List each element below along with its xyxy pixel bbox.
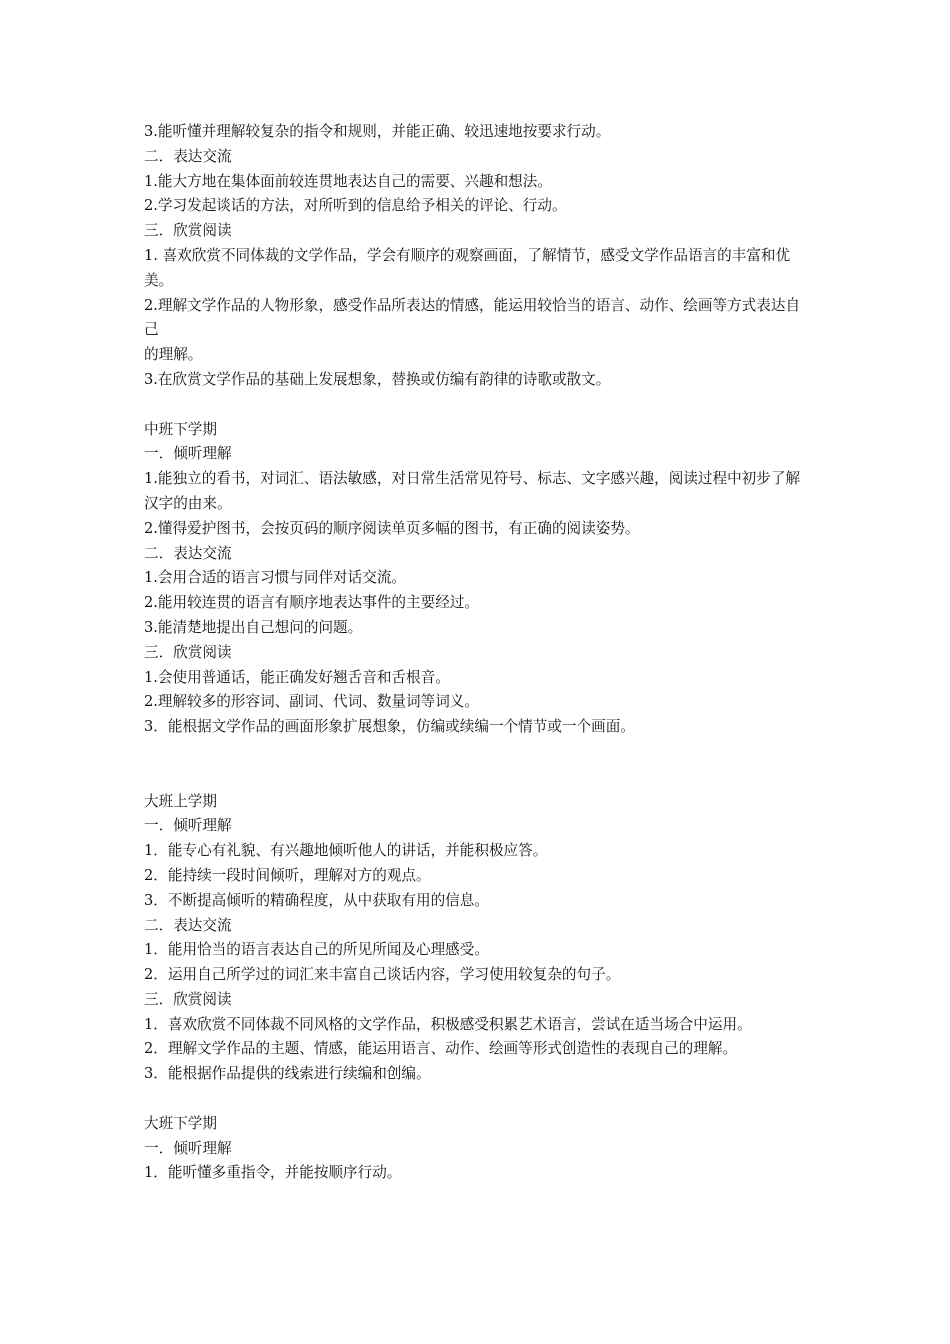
list-item: 1．能听懂多重指令，并能按顺序行动。 — [144, 1164, 402, 1182]
section-heading: 二．表达交流 — [144, 544, 232, 562]
section-heading: 三．欣赏阅读 — [144, 990, 232, 1008]
list-item: 1.会用合适的语言习惯与同伴对话交流。 — [144, 569, 407, 587]
term-heading: 大班上学期 — [144, 792, 217, 810]
list-item: 3．能根据文学作品的画面形象扩展想象，仿编或续编一个情节或一个画面。 — [144, 718, 635, 736]
section-heading: 一．倾听理解 — [144, 817, 232, 835]
list-item: 2．运用自己所学过的词汇来丰富自己谈话内容，学习使用较复杂的句子。 — [144, 966, 621, 984]
section-heading: 三．欣赏阅读 — [144, 643, 232, 661]
list-item: 1.会使用普通话，能正确发好翘舌音和舌根音。 — [144, 668, 450, 686]
list-item-continuation: 的理解。 — [144, 346, 203, 364]
list-item: 2.学习发起谈话的方法，对所听到的信息给予相关的评论、行动。 — [144, 197, 567, 215]
list-item: 3．不断提高倾听的精确程度，从中获取有用的信息。 — [144, 891, 489, 909]
term-heading: 中班下学期 — [144, 420, 217, 438]
list-item: 1. 喜欢欣赏不同体裁的文学作品，学会有顺序的观察画面，了解情节，感受文学作品语言的丰富和优美。 — [144, 246, 791, 289]
list-item: 2．理解文学作品的主题、情感，能运用语言、动作、绘画等形式创造性的表现自己的理解。 — [144, 1040, 738, 1058]
section-heading: 一．倾听理解 — [144, 1139, 232, 1157]
section-heading: 一．倾听理解 — [144, 445, 232, 463]
list-item: 3．能根据作品提供的线索进行续编和创编。 — [144, 1065, 431, 1083]
list-item: 1．喜欢欣赏不同体裁不同风格的文学作品，积极感受积累艺术语言，尝试在适当场合中运用。 — [144, 1015, 752, 1033]
term-heading: 大班下学期 — [144, 1114, 217, 1132]
list-item: 2.懂得爱护图书，会按页码的顺序阅读单页多幅的图书，有正确的阅读姿势。 — [144, 519, 640, 537]
list-item: 1.能独立的看书，对词汇、语法敏感，对日常生活常见符号、标志、文字感兴趣，阅读过程中初步了解汉字的由来。 — [144, 470, 801, 512]
section-heading: 二．表达交流 — [144, 147, 232, 165]
list-item: 3.能听懂并理解较复杂的指令和规则，并能正确、较迅速地按要求行动。 — [144, 123, 611, 140]
list-item: 2.理解文学作品的人物形象，感受作品所表达的情感，能运用较恰当的语言、动作、绘画等方式表达自己 — [144, 296, 801, 339]
list-item: 1．能用恰当的语言表达自己的所见所闻及心理感受。 — [144, 941, 489, 959]
list-item: 2．能持续一段时间倾听，理解对方的观点。 — [144, 866, 431, 884]
spacer — [144, 740, 810, 790]
list-item: 2.能用较连贯的语言有顺序地表达事件的主要经过。 — [144, 594, 479, 612]
list-item: 3.能清楚地提出自己想问的问题。 — [144, 618, 363, 636]
section-heading: 三．欣赏阅读 — [144, 222, 232, 240]
document-body — [144, 120, 810, 1186]
list-item: 2.理解较多的形容词、副词、代词、数量词等词义。 — [144, 693, 479, 711]
list-item: 1.能大方地在集体面前较连贯地表达自己的需要、兴趣和想法。 — [144, 172, 552, 190]
list-item: 1．能专心有礼貌、有兴趣地倾听他人的讲话，并能积极应答。 — [144, 842, 548, 860]
section-heading: 二．表达交流 — [144, 916, 232, 934]
spacer — [144, 1087, 810, 1112]
list-item: 3.在欣赏文学作品的基础上发展想象，替换或仿编有韵律的诗歌或散文。 — [144, 370, 611, 388]
spacer — [144, 393, 810, 418]
